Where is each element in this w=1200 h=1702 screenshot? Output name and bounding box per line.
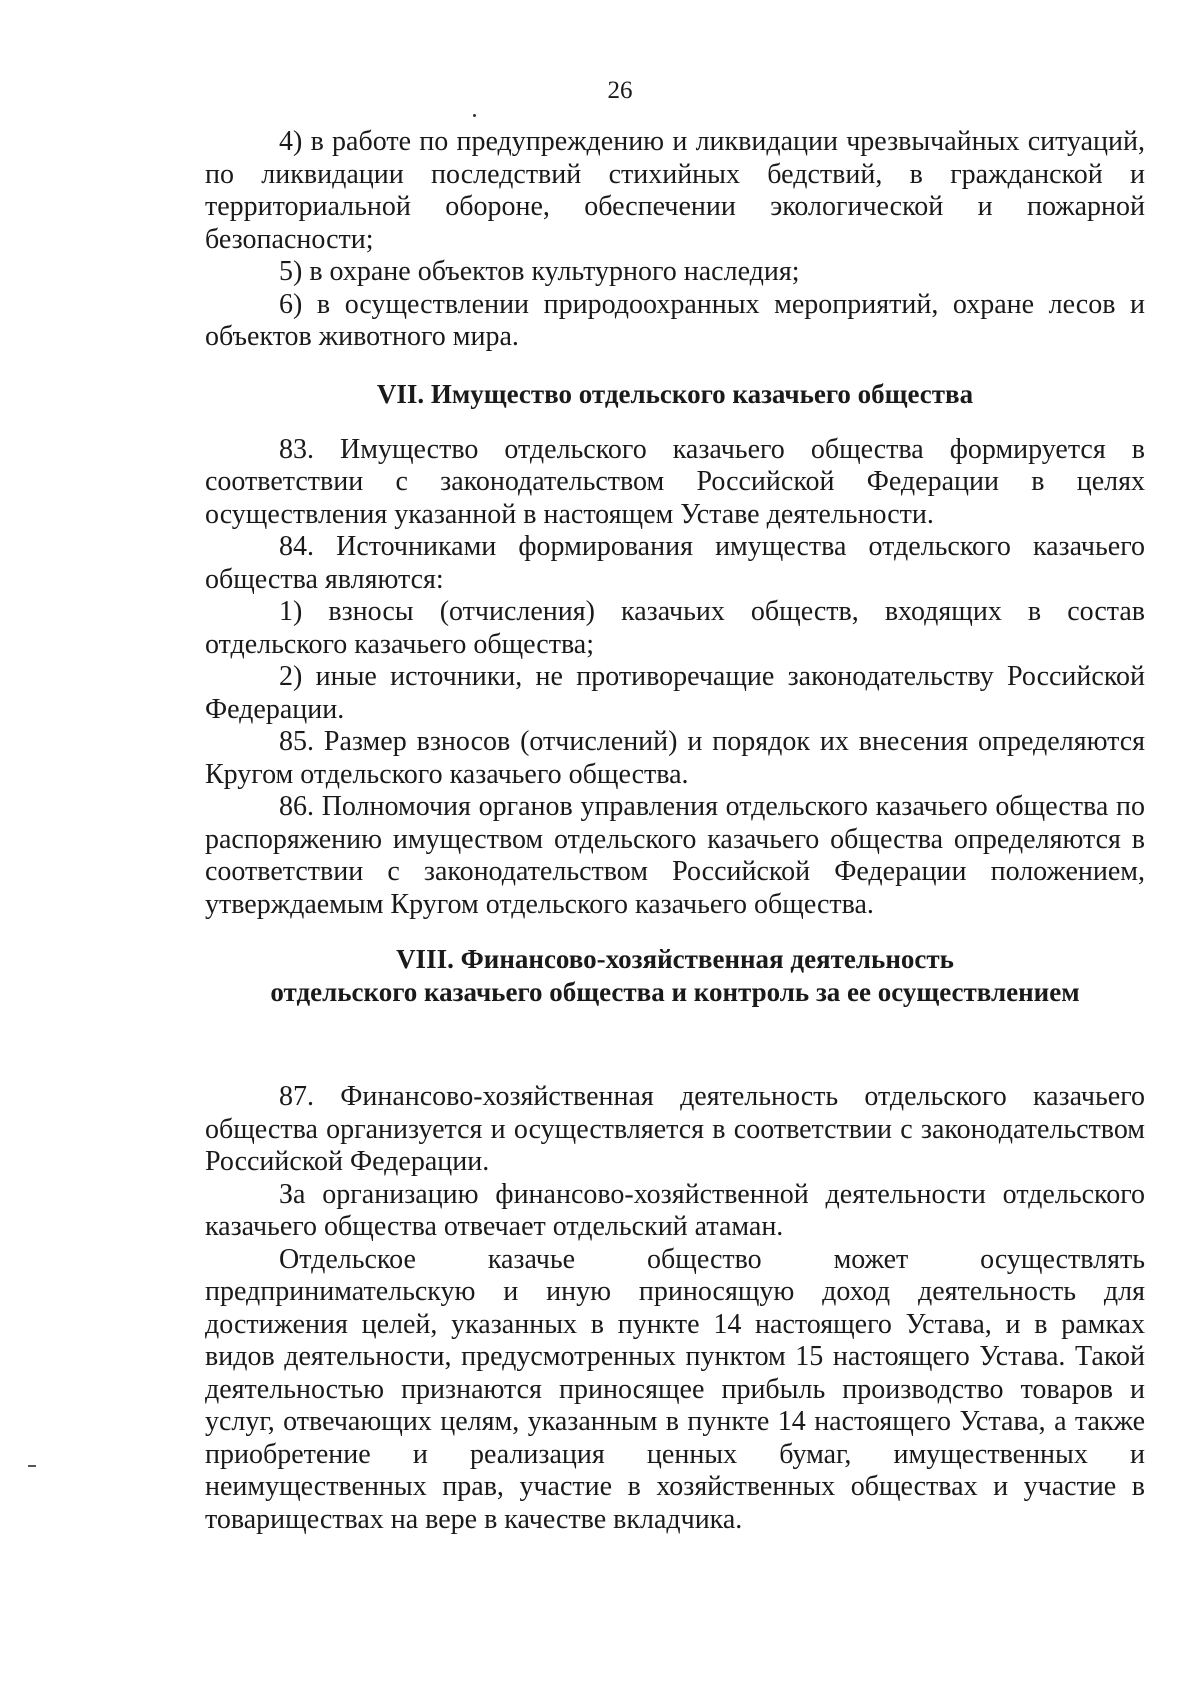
paragraph-item-6: 6) в осуществлении природоохранных мероприятий, охране лесов и объектов животного мира. — [205, 288, 1145, 352]
paragraph-87: 87. Финансово-хозяйственная деятельность отдельского казачьего общества организуется и осуществляется в соответствии с законодательством Российской Федерации. — [205, 1081, 1145, 1177]
section-heading-vii: VII. Имущество отдельского казачьего общества — [376, 378, 974, 409]
paragraph-item-4: 4) в работе по предупреждению и ликвидации чрезвычайных ситуаций, по ликвидации последствий стихийных бедствий, в гражданской и территориальной обороне, обеспечении экологической и пожарной безопасности; — [205, 126, 1145, 255]
section-heading-viii-line1: VIII. Финансово-хозяйственная деятельность — [396, 944, 954, 974]
document-body — [205, 126, 1145, 1536]
paragraph-item-5: 5) в охране объектов культурного наследия; — [279, 256, 800, 287]
paragraph-87-responsibility: За организацию финансово-хозяйственной деятельности отдельского казачьего общества отвечает отдельский атаман. — [205, 1178, 1145, 1242]
spacer — [205, 1009, 1145, 1081]
scan-speck — [473, 114, 476, 117]
paragraph-87-business-activity: Отдельское казачье общество может осуществлять предпринимательскую и иную приносящую доход деятельность для достижения целей, указанных в пункте 14 настоящего Устава, и в рамках видов деятельности, предусмотренных пунктом 15 настоящего Устава. Такой деятельностью признаются приносящее прибыль производство товаров и услуг, отвечающих целям, указанным в пункте 14 настоящего Устава, а также приобретение и реализация ценных бумаг, имущественных и неимущественных прав, участие в хозяйственных обществах и участие в товариществах на вере в качестве вкладчика. — [205, 1243, 1145, 1535]
paragraph-84-item-2: 2) иные источники, не противоречащие законодательству Российской Федерации. — [205, 661, 1145, 725]
scan-mark — [28, 1465, 36, 1467]
section-heading-viii-line2: отдельского казачьего общества и контроль за ее осуществлением — [270, 977, 1080, 1007]
paragraph-83: 83. Имущество отдельского казачьего общества формируется в соответствии с законодательством Российской Федерации в целях осуществления указанной в настоящем Уставе деятельности. — [205, 433, 1145, 530]
paragraph-85: 85. Размер взносов (отчислений) и порядок их внесения определяются Кругом отдельского казачьего общества. — [205, 726, 1145, 790]
paragraph-86: 86. Полномочия органов управления отдельского казачьего общества по распоряжению имуществом отдельского казачьего общества определяются в соответствии с законодательством Российской Федерации положением, утверждаемым Кругом отдельского казачьего общества. — [205, 791, 1145, 920]
paragraph-84: 84. Источниками формирования имущества отдельского казачьего общества являются: — [205, 531, 1145, 595]
page-number: 26 — [607, 77, 633, 104]
paragraph-84-item-1: 1) взносы (отчисления) казачьих обществ, входящих в состав отдельского казачьего общества; — [205, 596, 1145, 660]
section-heading-viii — [205, 943, 1145, 1009]
